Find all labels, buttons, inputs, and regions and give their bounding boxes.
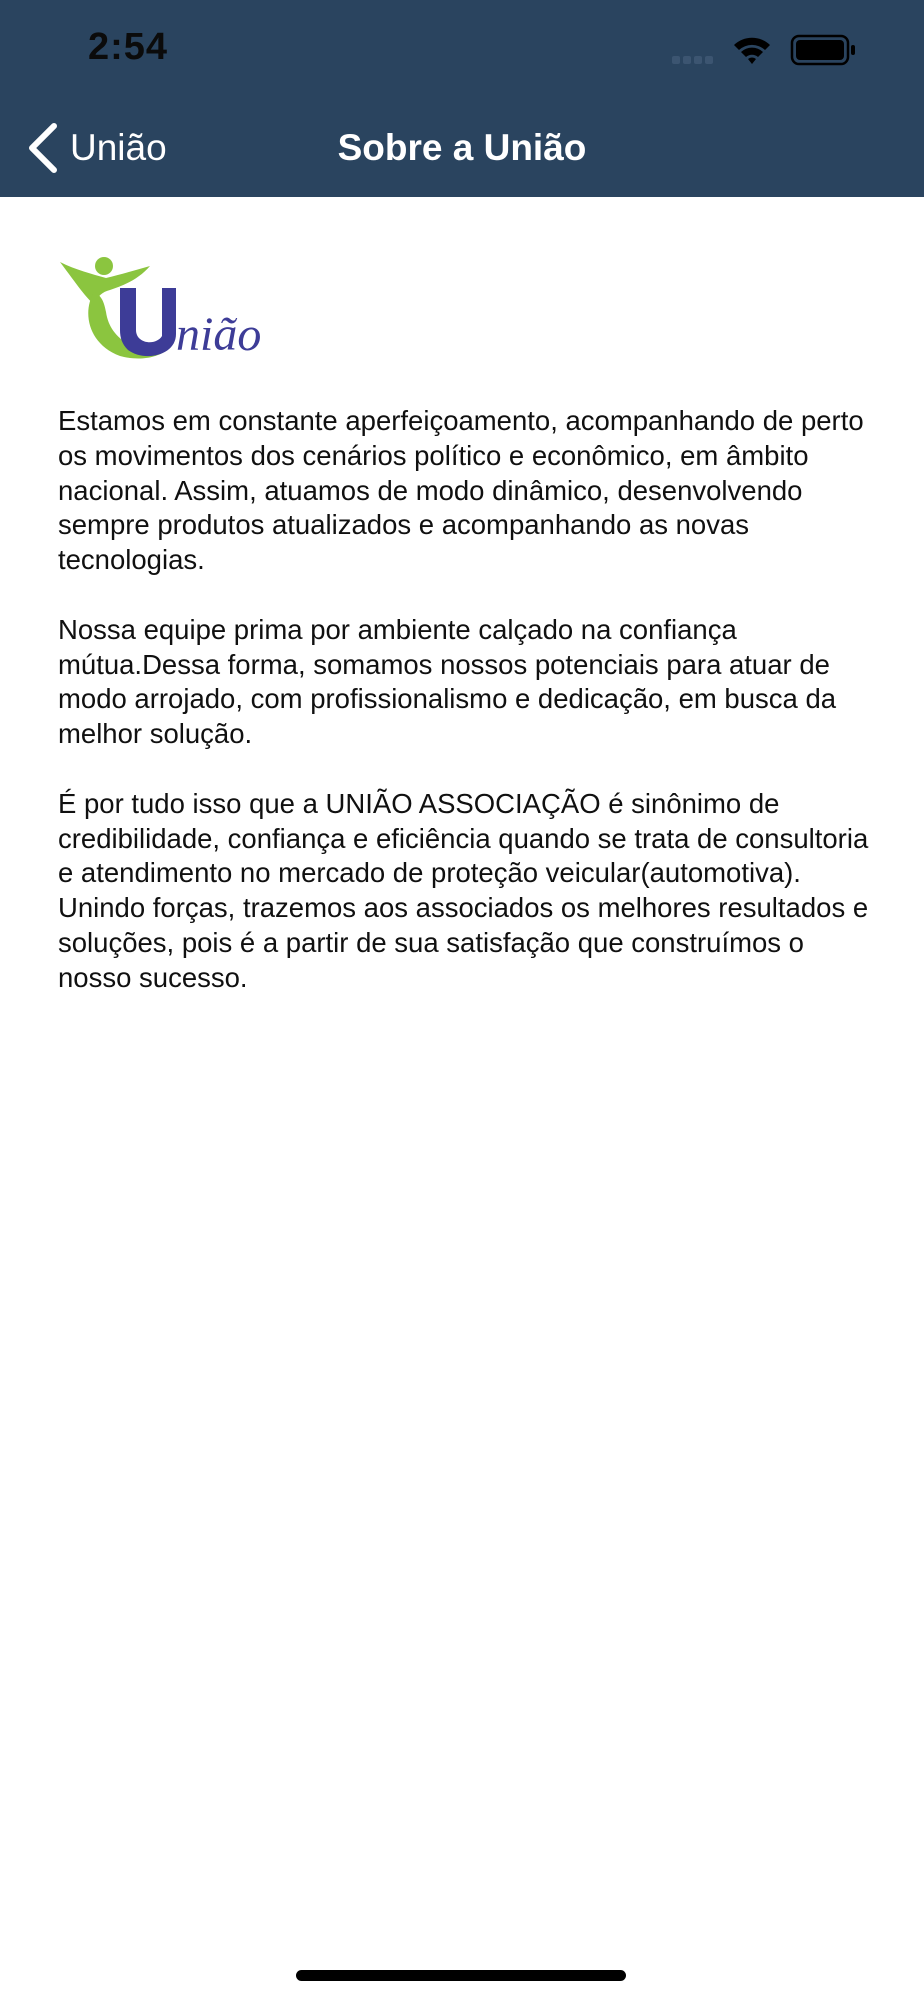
status-time: 2:54 (88, 26, 169, 68)
logo-text: nião (176, 308, 262, 361)
wifi-icon (734, 38, 770, 64)
about-paragraph-3: É por tudo isso que a UNIÃO ASSOCIAÇÃO é sinônimo de credibilidade, confiança e eficiência quando se trata de consultoria e atendimento no mercado de proteção veicular(automotiva). Unindo forças, trazemos aos associados os melhores resultados e soluções, pois é a partir de sua satisfação que construímos o nosso sucesso. (58, 787, 869, 993)
about-content (58, 404, 878, 1030)
back-button-label: União (70, 127, 167, 168)
battery-icon (792, 36, 855, 64)
home-indicator[interactable] (296, 1970, 626, 1981)
uniao-logo (58, 252, 298, 362)
navigation-bar (0, 0, 924, 197)
page-title: Sobre a União (337, 127, 587, 168)
signal-icon (672, 56, 713, 64)
about-paragraph-2: Nossa equipe prima por ambiente calçado na confiança mútua.Dessa forma, somamos nossos potenciais para atuar de modo arrojado, com profissionalismo e dedicação, em busca da melhor solução. (58, 613, 837, 750)
about-paragraph-1: Estamos em constante aperfeiçoamento, acompanhando de perto os movimentos dos cenários político e econômico, em âmbito nacional. Assim, atuamos de modo dinâmico, desenvolvendo sempre produtos atualizados e acompanhando as novas tecnologias. (58, 405, 864, 576)
status-icons (668, 30, 878, 70)
